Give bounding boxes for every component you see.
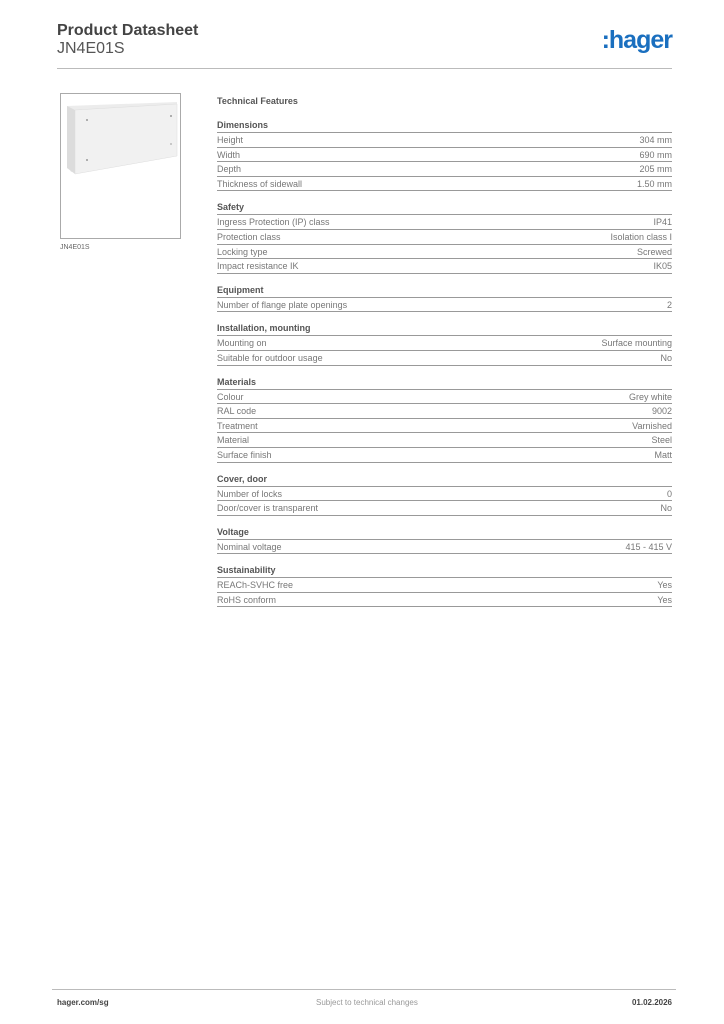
spec-label: Mounting on xyxy=(217,338,267,349)
spec-value: No xyxy=(660,503,672,514)
spec-value: Matt xyxy=(654,449,672,460)
spec-row xyxy=(217,433,672,448)
spec-row xyxy=(217,133,672,148)
section-title: Voltage xyxy=(217,525,672,540)
spec-label: Number of flange plate openings xyxy=(217,299,348,310)
footer-note: Subject to technical changes xyxy=(316,998,418,1007)
spec-section xyxy=(217,525,672,555)
spec-row xyxy=(217,501,672,516)
spec-label: Protection class xyxy=(217,231,281,242)
spec-label: Number of locks xyxy=(217,488,283,499)
spec-label: Door/cover is transparent xyxy=(217,503,319,514)
spec-section xyxy=(217,472,672,516)
spec-value: 1.50 mm xyxy=(636,178,672,189)
spec-row xyxy=(217,578,672,593)
spec-label: Locking type xyxy=(217,246,268,257)
section-title: Equipment xyxy=(217,283,672,298)
hager-logo: :hager xyxy=(601,26,672,54)
spec-label: Ingress Protection (IP) class xyxy=(217,217,330,228)
spec-row xyxy=(217,162,672,177)
spec-label: Nominal voltage xyxy=(217,541,282,552)
spec-row xyxy=(217,177,672,192)
spec-label: Thickness of sidewall xyxy=(217,178,303,189)
spec-value: Screwed xyxy=(636,246,672,257)
section-title: Installation, mounting xyxy=(217,321,672,336)
spec-value: 2 xyxy=(666,299,672,310)
spec-value: IP41 xyxy=(653,217,672,228)
footer-website[interactable]: hager.com/sg xyxy=(57,998,109,1007)
spec-value: 415 - 415 V xyxy=(625,541,672,552)
spec-row xyxy=(217,404,672,419)
product-code: JN4E01S xyxy=(57,40,125,57)
spec-row xyxy=(217,487,672,502)
spec-value: IK05 xyxy=(653,261,672,272)
spec-value: 304 mm xyxy=(639,135,672,145)
spec-value: 9002 xyxy=(651,406,672,417)
image-caption: JN4E01S xyxy=(60,244,90,251)
spec-row xyxy=(217,351,672,366)
footer-divider xyxy=(52,989,676,990)
spec-row xyxy=(217,259,672,274)
spec-row xyxy=(217,419,672,434)
spec-value: Yes xyxy=(657,594,672,605)
spec-row xyxy=(217,593,672,608)
enclosure-illustration xyxy=(61,94,180,238)
spec-section xyxy=(217,563,672,607)
spec-value: Grey white xyxy=(628,391,672,402)
section-title: Sustainability xyxy=(217,563,672,578)
section-title: Dimensions xyxy=(217,118,672,133)
spec-label: Impact resistance IK xyxy=(217,261,299,272)
technical-features xyxy=(217,95,672,607)
spec-section xyxy=(217,118,672,191)
spec-label: Width xyxy=(217,149,241,160)
technical-features-heading: Technical Features xyxy=(217,96,298,106)
spec-row xyxy=(217,540,672,555)
spec-value: 0 xyxy=(666,488,672,499)
spec-row xyxy=(217,448,672,463)
section-title: Safety xyxy=(217,200,672,215)
spec-label: Height xyxy=(217,135,244,145)
header-divider xyxy=(57,68,672,69)
spec-label: REACh-SVHC free xyxy=(217,580,294,591)
spec-label: RAL code xyxy=(217,406,257,417)
page-title: Product Datasheet xyxy=(57,22,199,39)
section-title: Materials xyxy=(217,375,672,390)
spec-row xyxy=(217,245,672,260)
spec-label: Treatment xyxy=(217,420,258,431)
spec-value: Isolation class I xyxy=(610,231,672,242)
spec-row xyxy=(217,148,672,163)
section-title: Cover, door xyxy=(217,472,672,487)
product-image xyxy=(60,93,181,239)
spec-section xyxy=(217,283,672,313)
spec-value: Varnished xyxy=(632,420,672,431)
spec-value: Steel xyxy=(651,435,672,446)
spec-label: Depth xyxy=(217,164,242,175)
spec-value: 690 mm xyxy=(639,149,672,160)
spec-row xyxy=(217,230,672,245)
logo-text: hager xyxy=(608,26,672,54)
spec-label: Colour xyxy=(217,391,244,402)
spec-row xyxy=(217,336,672,351)
spec-value: 205 mm xyxy=(639,164,672,175)
spec-value: Yes xyxy=(657,580,672,591)
spec-label: Material xyxy=(217,435,250,446)
spec-value: No xyxy=(660,352,672,363)
spec-row xyxy=(217,215,672,230)
spec-section xyxy=(217,375,672,463)
spec-section xyxy=(217,200,672,273)
spec-row xyxy=(217,390,672,405)
footer-date: 01.02.2026 xyxy=(631,998,672,1007)
spec-label: Surface finish xyxy=(217,449,272,460)
spec-label: RoHS conform xyxy=(217,594,277,605)
spec-section xyxy=(217,321,672,365)
spec-value: Surface mounting xyxy=(601,338,672,349)
spec-label: Suitable for outdoor usage xyxy=(217,352,323,363)
spec-row xyxy=(217,298,672,313)
